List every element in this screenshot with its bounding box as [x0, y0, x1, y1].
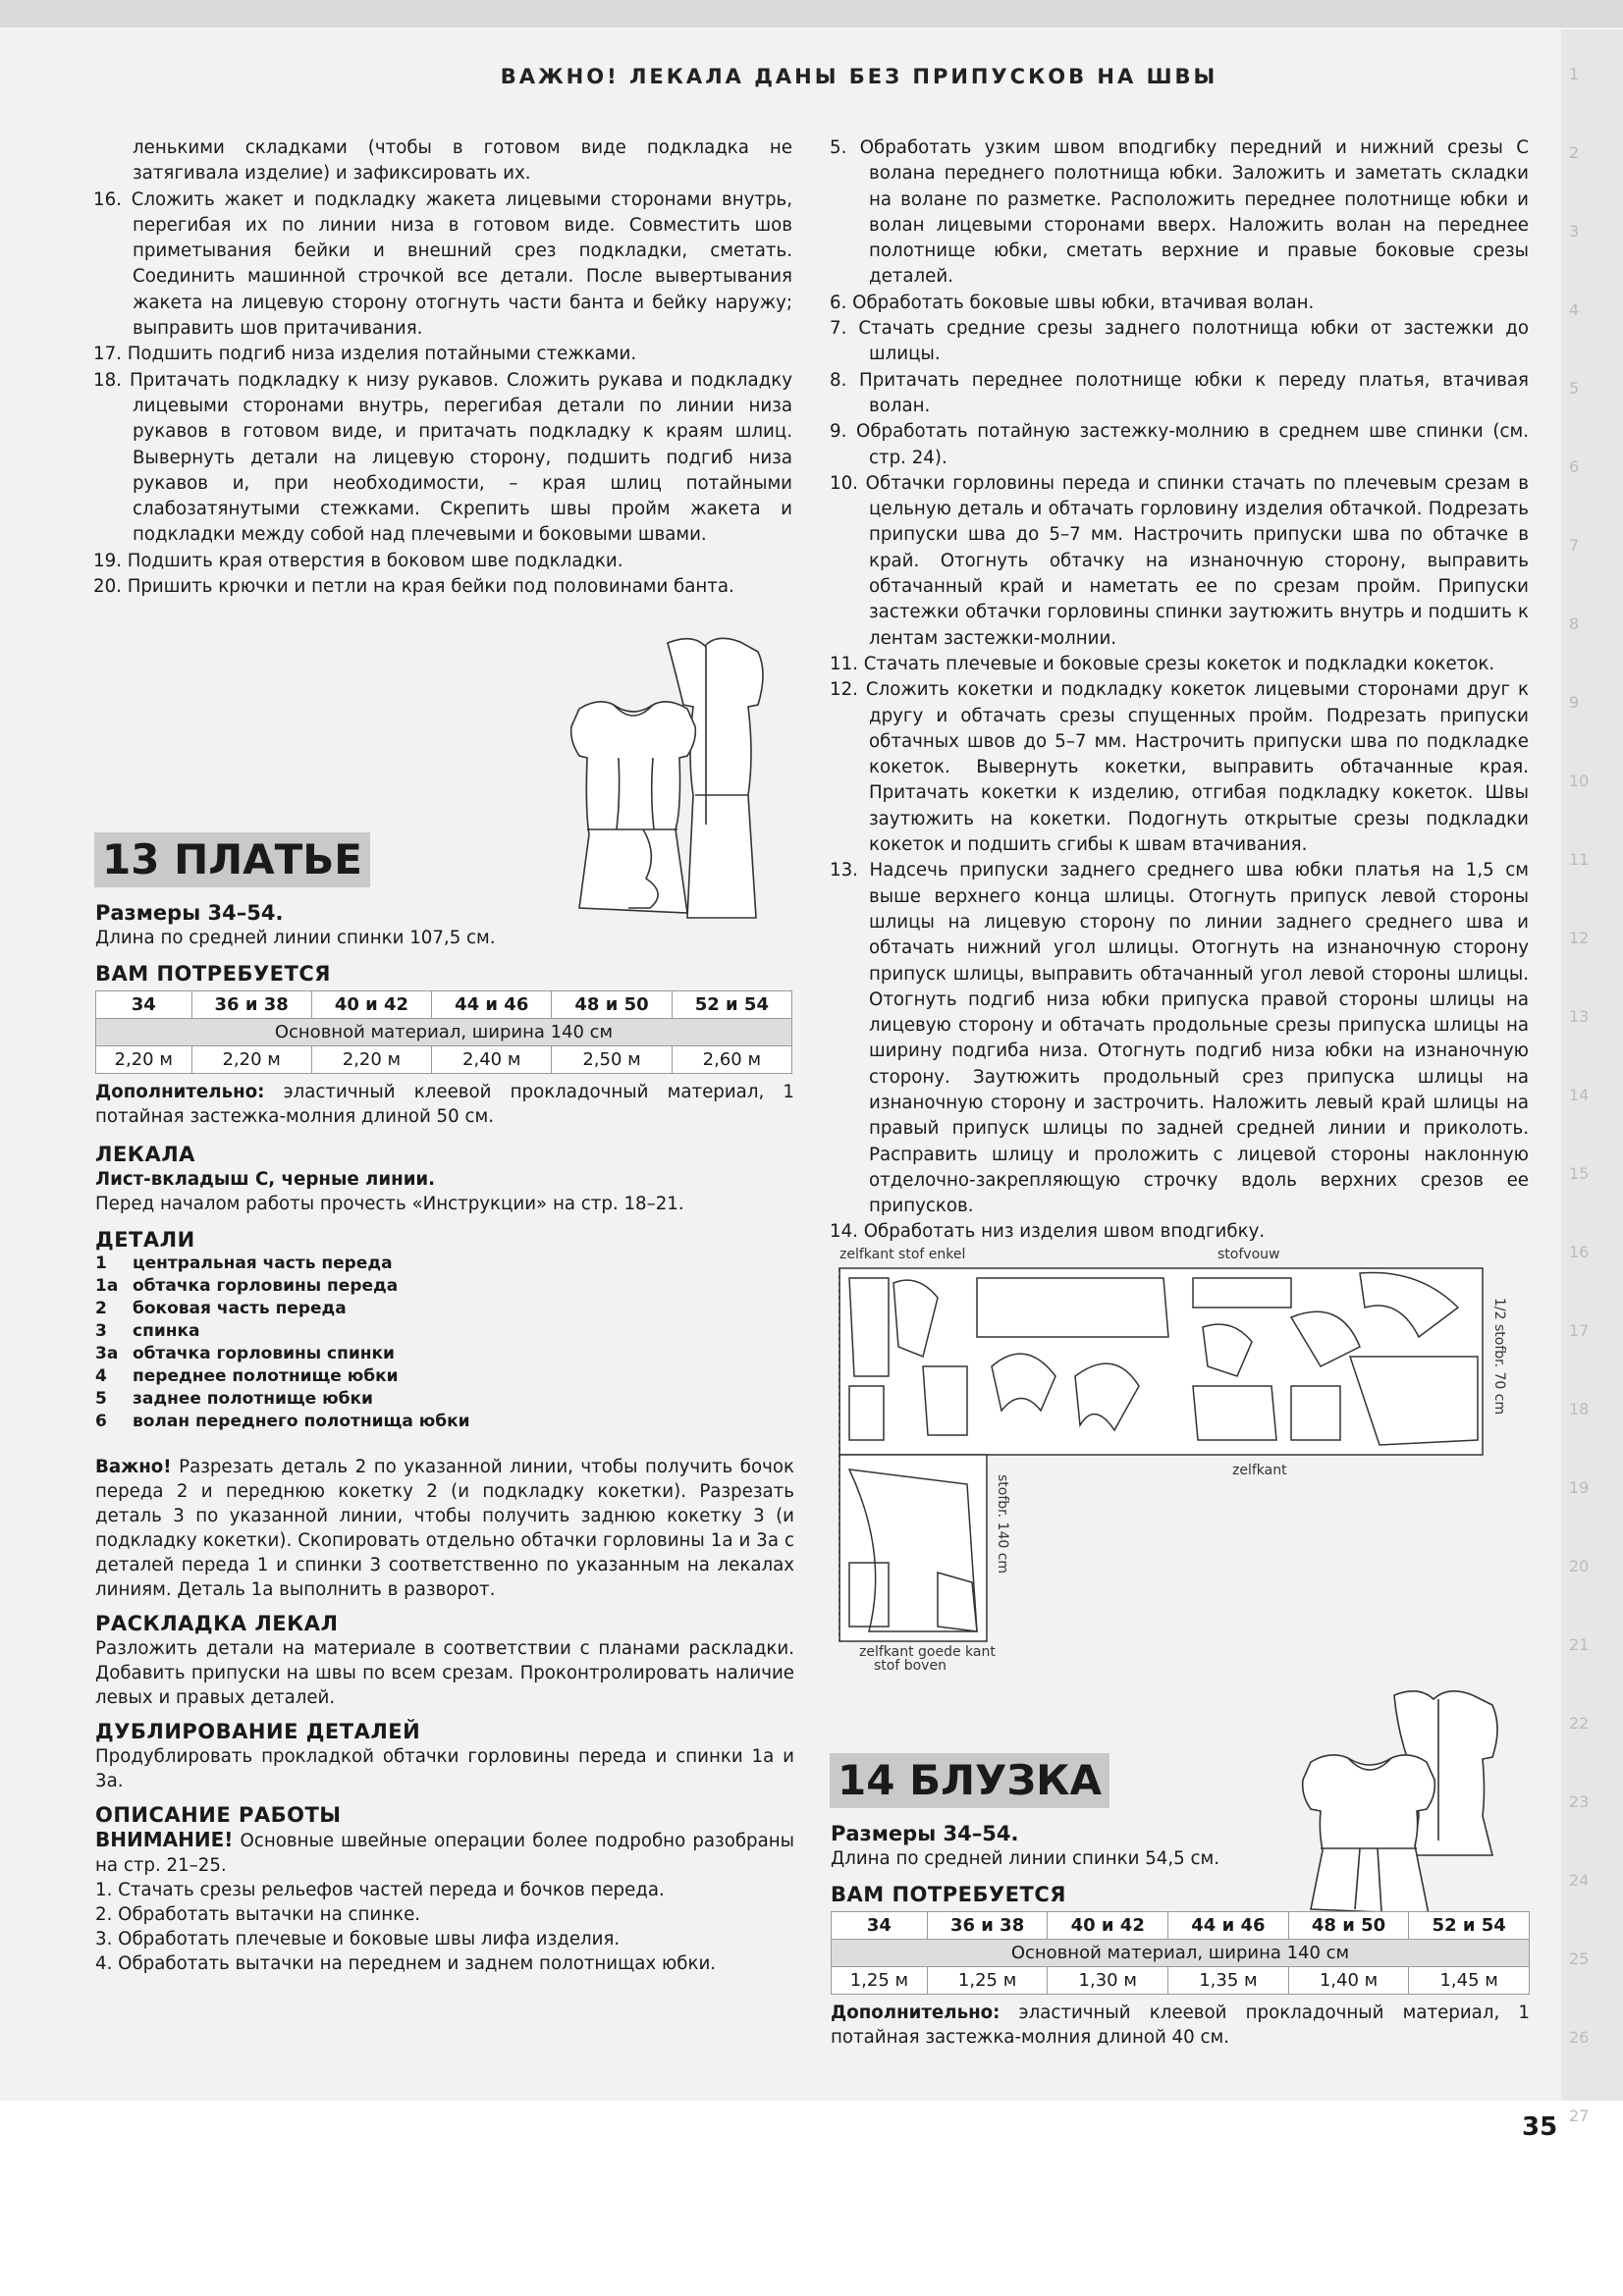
size-cell: 48 и 50 [552, 991, 672, 1019]
ruler-tick: 10 [1569, 772, 1590, 790]
left-steps [93, 135, 792, 600]
step-19: 19. Подшить края отверстия в боковом шве подкладки. [93, 550, 623, 571]
step-20: 20. Пришить крючки и петли на края бейки под половинами банта. [93, 576, 734, 598]
right-steps [830, 135, 1529, 1246]
dress-sizes: Размеры 34–54. [95, 901, 284, 925]
step-6: 6. Обработать боковые швы юбки, втачивая волан. [830, 292, 1315, 313]
details-heading: ДЕТАЛИ [95, 1228, 195, 1252]
ruler-tick: 12 [1569, 929, 1590, 947]
ruler-tick: 8 [1569, 614, 1580, 633]
ruler-tick: 11 [1569, 850, 1590, 869]
amount-cell: 2,20 м [191, 1046, 311, 1074]
step-continuation: ленькими складками (чтобы в готовом виде подкладка не затягивала изделие) и зафиксировать их. [133, 137, 792, 185]
dress-illustration [560, 628, 795, 923]
blouse-need-heading: ВАМ ПОТРЕБУЕТСЯ [831, 1883, 1066, 1906]
ruler-tick: 20 [1569, 1557, 1590, 1575]
selvage-label: zelfkant [1232, 1463, 1287, 1478]
amount-cell: 2,20 м [311, 1046, 431, 1074]
step-8: 8. Притачать переднее полотнище юбки к переду платья, втачивая волан. [830, 369, 1529, 416]
table-row [96, 991, 792, 1019]
step-13: 13. Надсечь припуски заднего среднего шва юбки платья на 1,5 см выше верхнего конца шлицы. Отогнуть припуск левой стороны шлицы на лицевую сторону по линии заднего среднего шва и обтачать нижний угол шлицы. Отогнуть на изнаночную сторону припуск шлицы, выправить обтачанный угол левой стороны шлицы. Отогнуть подгиб низа юбки припуска правой стороны шлицы на лицевую сторону и обтачать продольные срезы припуска шлицы на ширину подгиба низа. Отогнуть подгиб низа юбки на изнаночную сторону. Заутюжить продольный срез припуска шлицы на изнаночную сторону и застрочить. Наложить левый край шлицы на правый припуск шлицы по задней средней линии и приколоть. Расправить шлицу и проложить с лицевой стороны наклонную отделочно-закрепляющую строчку вдоль верхних срезов ее припусков. [830, 860, 1529, 1217]
size-cell: 44 и 46 [1168, 1912, 1289, 1940]
amount-cell: 2,50 м [552, 1046, 672, 1074]
lekala-sheet: Лист-вкладыш С, черные линии. [95, 1169, 436, 1190]
important-note: Важно! Разрезать деталь 2 по указанной линии, чтобы получить бочок переда 2 и переднюю кокетку 2 (и подкладку кокетки). Разрезать деталь 3 по указанной линии, чтобы получить заднюю кокетку 3 (и подкладку кокетки). Скопировать отдельно обтачки горловины 1а и 3а с деталей переда 1 и спинки 3 соответственно по указанным на лекалах линиям. Деталь 1а выполнить в разворот. [95, 1457, 794, 1600]
work-step: 1. Стачать срезы рельефов частей переда и бочков переда. [95, 1880, 665, 1900]
ruler-tick: 7 [1569, 536, 1580, 555]
half-width-label: 1/2 stofbr. 70 cm [1491, 1298, 1507, 1415]
side-ruler [1561, 29, 1623, 2125]
amount-cell: 2,40 м [432, 1046, 552, 1074]
layout-text: Разложить детали на материале в соответствии с планами раскладки. Добавить припуски на швы по всем срезам. Проконтролировать наличие левых и правых деталей. [95, 1638, 794, 1708]
size-cell: 40 и 42 [311, 991, 431, 1019]
step-18: 18. Притачать подкладку к низу рукавов. Сложить рукава и подкладку лицевыми сторонами внутрь, перегибая детали по линии низа рукавов в готовом виде, и притачать подкладку к краям шлиц. Вывернуть детали на лицевую сторону, подшить подгиб низа рукавов и, при необходимости, – края шлиц потайными слабозатянутыми стежками. Скрепить швы пройм жакета и подкладки между собой над плечевыми и боковыми швами. [93, 369, 792, 546]
top-band [0, 0, 1623, 27]
blouse-size-table [831, 1911, 1530, 1995]
size-cell: 44 и 46 [432, 991, 552, 1019]
list-item: 6 волан переднего полотнища юбки [95, 1412, 470, 1431]
ruler-tick: 9 [1569, 693, 1580, 712]
ruler-tick: 23 [1569, 1792, 1590, 1811]
extra-text: эластичный клеевой прокладочный материал, 1 потайная застежка-молния длиной 50 см. [95, 1082, 794, 1127]
size-cell: 34 [96, 991, 192, 1019]
dress-extra [95, 1080, 794, 1129]
dress-size-table [95, 990, 792, 1074]
dress-info [95, 901, 794, 1976]
size-cell: 48 и 50 [1288, 1912, 1409, 1940]
list-item: 2 боковая часть переда [95, 1299, 347, 1318]
step-17: 17. Подшить подгиб низа изделия потайными стежками. [93, 344, 637, 365]
layout-heading: РАСКЛАДКА ЛЕКАЛ [95, 1612, 339, 1635]
amount-cell: 2,60 м [672, 1046, 791, 1074]
blouse-sizes: Размеры 34–54. [831, 1822, 1019, 1845]
fabric-top-label: stof boven [874, 1658, 947, 1671]
work-step: 4. Обработать вытачки на переднем и заднем полотнищах юбки. [95, 1953, 717, 1974]
ruler-tick: 13 [1569, 1007, 1590, 1026]
extra-label: Дополнительно: [95, 1082, 265, 1102]
blouse-title: 14 БЛУЗКА [830, 1753, 1109, 1808]
ruler-tick: 27 [1569, 2107, 1590, 2125]
ruler-tick: 19 [1569, 1478, 1590, 1497]
ruler-tick: 22 [1569, 1714, 1590, 1733]
lekala-text: Перед началом работы прочесть «Инструкции» на стр. 18–21. [95, 1194, 684, 1214]
step-16: 16. Сложить жакет и подкладку жакета лицевыми сторонами внутрь, перегибая их по линии низа в готовом виде. Совместить шов приметывания бейки и внешний срез подкладки, сметать. Соединить машинной строчкой все детали. После вывертывания жакета на лицевую сторону отогнуть части банта и бейку наружу; выправить шов притачивания. [93, 188, 792, 340]
ruler-tick: 16 [1569, 1243, 1590, 1261]
step-12: 12. Сложить кокетки и подкладку кокеток лицевыми сторонами друг к другу и обтачать срезы спущенных пройм. Подрезать припуски обтачных швов до 5–7 мм. Настрочить припуски шва по подкладке кокеток. Вывернуть кокетки, выправить обтачанные края. Притачать кокетки к изделию, отгибая подкладку кокеток. Швы заутюжить на кокетки. Подогнуть открытые срезы подкладки кокеток и подшить сгибы к швам втачивания. [830, 679, 1529, 856]
amount-cell: 1,30 м [1048, 1967, 1168, 1995]
ruler-tick: 17 [1569, 1321, 1590, 1340]
list-item: 4 переднее полотнище юбки [95, 1366, 399, 1386]
size-cell: 52 и 54 [1409, 1912, 1530, 1940]
step-11: 11. Стачать плечевые и боковые срезы кокеток и подкладки кокеток. [830, 653, 1495, 674]
ruler-tick: 1 [1569, 65, 1580, 83]
amount-cell: 1,45 м [1409, 1967, 1530, 1995]
ruler-tick: 24 [1569, 1871, 1590, 1890]
dress-title: 13 ПЛАТЬЕ [94, 832, 370, 887]
selvage-single-label: zelfkant stof enkel [839, 1247, 966, 1262]
attention-note: ВНИМАНИЕ! Основные швейные операции более подробно разобраны на стр. 21–25. [95, 1828, 794, 1876]
list-item: 5 заднее полотнище юбки [95, 1389, 373, 1409]
step-5: 5. Обработать узким швом вподгибку передний и нижний срезы С волана переднего полотнища юбки. Заложить и заметать складки на волане по разметке. Расположить переднее полотнище юбки и волан лицевыми сторонами вверх. Наложить волан на переднее полотнище юбки, сметать верхние и правые боковые срезы деталей. [830, 137, 1529, 288]
amount-cell: 1,40 м [1288, 1967, 1409, 1995]
page-number: 35 [1522, 2112, 1558, 2142]
size-cell: 52 и 54 [672, 991, 791, 1019]
step-14: 14. Обработать низ изделия швом вподгибку. [830, 1221, 1266, 1243]
work-step: 3. Обработать плечевые и боковые швы лифа изделия. [95, 1929, 621, 1949]
table-row [832, 1912, 1530, 1940]
dup-heading: ДУБЛИРОВАНИЕ ДЕТАЛЕЙ [95, 1720, 421, 1743]
ruler-tick: 15 [1569, 1164, 1590, 1183]
blouse-info [831, 1822, 1530, 2050]
width-label: stofbr. 140 cm [995, 1474, 1010, 1575]
step-10: 10. Обтачки горловины переда и спинки стачать по плечевым срезам в цельную деталь и обтачать горловину изделия обтачкой. Подрезать припуски шва до 5–7 мм. Настрочить припуски шва по обтачке в край. Отогнуть обтачку на изнаночную сторону, выправить обтачанный край и наметать ее по срезам пройм. Припуски застежки обтачки горловины спинки заутюжить внутрь и подшить к лентам застежки-молнии. [830, 472, 1529, 649]
ruler-tick: 21 [1569, 1635, 1590, 1654]
ruler-tick: 4 [1569, 300, 1580, 319]
dup-text: Продублировать прокладкой обтачки горловины переда и спинки 1а и 3а. [95, 1746, 794, 1791]
table-row [96, 1019, 792, 1046]
details-list [95, 1253, 794, 1433]
amount-cell: 1,25 м [927, 1967, 1048, 1995]
lekala-heading: ЛЕКАЛА [95, 1143, 195, 1166]
step-9: 9. Обработать потайную застежку-молнию в среднем шве спинки (см. стр. 24). [830, 421, 1529, 468]
dress-need-heading: ВАМ ПОТРЕБУЕТСЯ [95, 962, 331, 986]
ruler-tick: 5 [1569, 379, 1580, 398]
table-row [832, 1967, 1530, 1995]
ruler-tick: 25 [1569, 1949, 1590, 1968]
size-cell: 34 [832, 1912, 928, 1940]
ruler-tick: 14 [1569, 1086, 1590, 1104]
dress-length: Длина по средней линии спинки 107,5 см. [95, 928, 496, 948]
ruler-tick: 3 [1569, 222, 1580, 240]
size-cell: 36 и 38 [191, 991, 311, 1019]
ruler-tick: 18 [1569, 1400, 1590, 1418]
list-item: 3 спинка [95, 1321, 200, 1341]
table-row [96, 1046, 792, 1074]
material-cell: Основной материал, ширина 140 см [832, 1940, 1530, 1967]
amount-cell: 1,25 м [832, 1967, 928, 1995]
size-cell: 40 и 42 [1048, 1912, 1168, 1940]
ruler-tick: 6 [1569, 457, 1580, 476]
amount-cell: 1,35 м [1168, 1967, 1289, 1995]
work-heading: ОПИСАНИЕ РАБОТЫ [95, 1803, 342, 1827]
ruler-tick: 26 [1569, 2028, 1590, 2047]
blouse-extra: Дополнительно: эластичный клеевой прокладочный материал, 1 потайная застежка-молния длиной 40 см. [831, 2002, 1530, 2048]
size-cell: 36 и 38 [927, 1912, 1048, 1940]
work-step: 2. Обработать вытачки на спинке. [95, 1904, 421, 1925]
fold-label: stofvouw [1217, 1247, 1280, 1262]
amount-cell: 2,20 м [96, 1046, 192, 1074]
page-header: ВАЖНО! ЛЕКАЛА ДАНЫ БЕЗ ПРИПУСКОВ НА ШВЫ [500, 65, 1218, 88]
list-item: 1 центральная часть переда [95, 1254, 393, 1273]
material-cell: Основной материал, ширина 140 см [96, 1019, 792, 1046]
blouse-length: Длина по средней линии спинки 54,5 см. [831, 1848, 1219, 1869]
step-7: 7. Стачать средние срезы заднего полотнища юбки от застежки до шлицы. [830, 318, 1529, 365]
selvage-good-label: zelfkant goede kant [859, 1644, 996, 1660]
cutting-layout-diagram [830, 1239, 1561, 1671]
table-row [832, 1940, 1530, 1967]
ruler-tick: 2 [1569, 143, 1580, 162]
list-item: 3а обтачка горловины спинки [95, 1344, 395, 1363]
list-item: 1а обтачка горловины переда [95, 1276, 399, 1296]
